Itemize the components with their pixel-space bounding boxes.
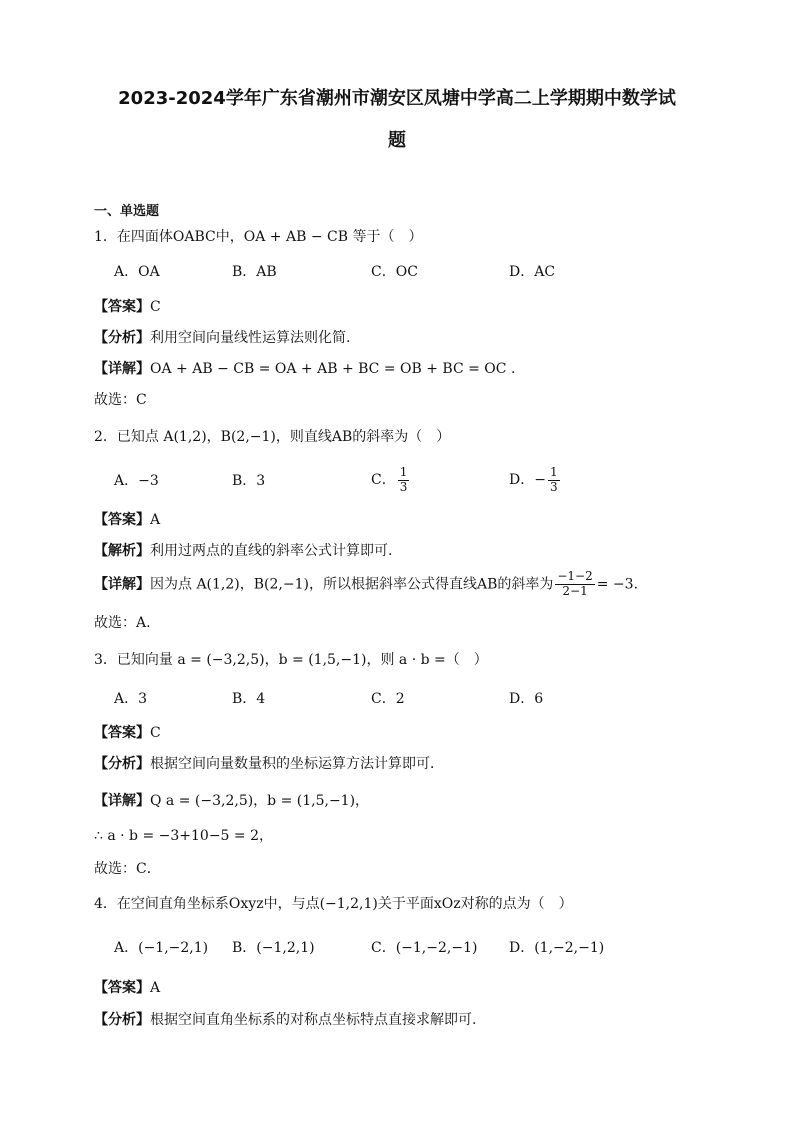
answer-tag: 【答案】 — [94, 725, 150, 741]
q2-option-d-fraction: $\frac{1}{3}$ — [549, 465, 558, 494]
q2-option-c-fraction: $\frac{1}{3}$ — [399, 465, 408, 494]
q4-option-b: B．(−1,2,1) — [232, 940, 315, 956]
q3-analysis: 根据空间向量数量积的坐标运算方法计算即可． — [150, 756, 444, 772]
q2-detail-b: = −3. — [596, 576, 639, 593]
q2-detail-a: 因为点 A(1,2)，B(2,−1)，所以根据斜率公式得直线AB的斜率为 — [150, 576, 554, 593]
q2-option-b: B．3 — [232, 473, 266, 489]
q1-detail-line — [94, 362, 515, 376]
q1-option-b: B．AB — [232, 264, 277, 280]
q2-detail-fraction: $\frac{-1-2}{2-1}$ — [557, 569, 593, 598]
q3-option-b: B．4 — [232, 691, 266, 707]
q2-options — [114, 466, 714, 506]
q1-option-a: A．OA — [114, 264, 160, 280]
q2-option-c: C． $\frac{1}{3}$ — [371, 465, 408, 494]
answer-tag: 【答案】 — [94, 299, 150, 315]
answer-tag: 【答案】 — [94, 512, 150, 528]
q1-stem: 1．在四面体OABC中，OA + AB − CB 等于（ ） — [94, 229, 423, 245]
detail-tag: 【详解】 — [94, 361, 150, 377]
q4-answer-line — [94, 981, 160, 995]
q1-analysis-line — [94, 331, 350, 345]
analysis-tag: 【分析】 — [94, 330, 150, 346]
q2-conclusion: 故选：A. — [94, 615, 151, 631]
page-title-line1: 2023-2024学年广东省潮州市潮安区凤塘中学高二上学期期中数学试 — [118, 88, 676, 109]
q2-stem: 2．已知点 A(1,2)，B(2,−1)，则直线AB的斜率为（ ） — [94, 429, 451, 445]
q2-jiexi-line — [94, 544, 392, 558]
q3-detail-line — [94, 794, 369, 808]
q1-option-c: C．OC — [371, 264, 418, 280]
q4-answer: A — [150, 980, 161, 996]
q1-conclusion: 故选：C — [94, 392, 147, 408]
q4-option-d: D．(1,−2,−1) — [509, 940, 605, 956]
q4-analysis-line — [94, 1013, 476, 1027]
q2-answer: A — [150, 512, 161, 528]
detail-tag: 【详解】 — [94, 793, 150, 809]
analysis-tag: 【分析】 — [94, 1012, 150, 1028]
analysis-tag: 【分析】 — [94, 756, 150, 772]
section-heading: 一、单选题 — [94, 204, 160, 219]
q3-detail: Q a = (−3,2,5)，b = (1,5,−1)， — [150, 793, 370, 809]
q2-option-d: D．− $\frac{1}{3}$ — [509, 465, 558, 494]
q2-answer-line — [94, 513, 160, 527]
jiexi-tag: 【解析】 — [94, 543, 150, 559]
q4-stem: 4．在空间直角坐标系Oxyz中，与点(−1,2,1)关于平面xOz对称的点为（ ） — [94, 896, 573, 912]
q1-analysis: 利用空间向量线性运算法则化简. — [150, 330, 351, 346]
q2-detail-line — [94, 570, 638, 599]
answer-tag: 【答案】 — [94, 980, 150, 996]
q3-conclusion: 故选：C． — [94, 861, 161, 877]
q3-answer-line — [94, 726, 161, 740]
page-title-line2: 题 — [388, 130, 406, 151]
q1-detail: OA + AB − CB = OA + AB + BC = OB + BC = OC . — [150, 361, 516, 377]
q3-stem: 3．已知向量 a = (−3,2,5)，b = (1,5,−1)，则 a · b =（ ） — [94, 652, 488, 668]
q4-option-c: C．(−1,−2,−1) — [371, 940, 478, 956]
q3-option-a: A．3 — [114, 691, 148, 707]
q3-answer: C — [150, 725, 161, 741]
q4-analysis: 根据空间直角坐标系的对称点坐标特点直接求解即可. — [150, 1012, 477, 1028]
q2-analysis: 利用过两点的直线的斜率公式计算即可. — [150, 543, 393, 559]
q1-answer-line — [94, 300, 161, 314]
q1-option-d: D．AC — [509, 264, 556, 280]
q3-analysis-line — [94, 757, 444, 771]
q3-option-c: C．2 — [371, 691, 405, 707]
q4-option-a: A．(−1,−2,1) — [114, 940, 209, 956]
q3-option-d: D．6 — [509, 691, 544, 707]
q1-answer: C — [150, 299, 161, 315]
q2-option-a: A．−3 — [114, 473, 159, 489]
q3-detail-line2: ∴ a · b = −3+10−5 = 2， — [94, 828, 274, 844]
detail-tag: 【详解】 — [94, 576, 150, 593]
